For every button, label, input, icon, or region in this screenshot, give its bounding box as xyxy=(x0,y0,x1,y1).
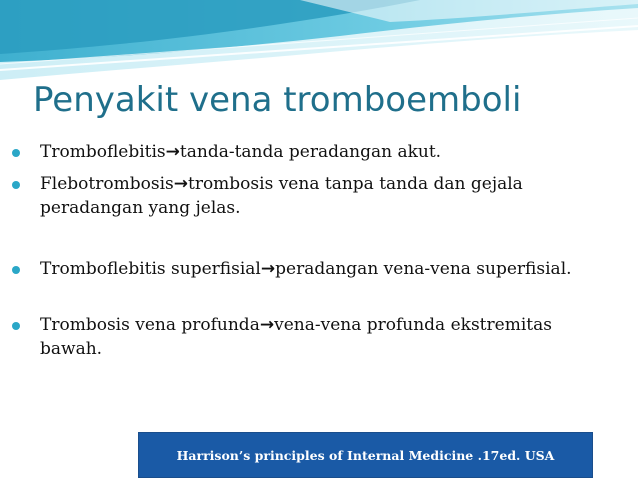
bullet-item-trombosis-vena-profunda xyxy=(40,313,580,361)
bullet-term: Trombosis vena profunda xyxy=(40,315,260,335)
bullet-icon xyxy=(12,322,20,330)
right-arrow-icon: → xyxy=(165,142,180,162)
bullet-description: tanda-tanda peradangan akut. xyxy=(179,142,442,162)
citation-box xyxy=(138,432,593,478)
bullet-item-tromboflebitis-superfisial xyxy=(40,257,580,281)
bullet-description: trombosis vena tanpa tanda dan gejala peradangan yang jelas. xyxy=(40,174,523,218)
bullet-item-tromboflebitis xyxy=(40,140,580,164)
bullet-description: peradangan vena-vena superfisial. xyxy=(275,259,572,279)
bullet-icon xyxy=(12,149,20,157)
bullet-item-flebotrombosis xyxy=(40,172,580,220)
bullet-icon xyxy=(12,181,20,189)
bullet-term: Tromboflebitis superfisial xyxy=(40,259,261,279)
right-arrow-icon: → xyxy=(260,259,276,279)
citation-text: Harrison’s principles of Internal Medicine .17ed. USA xyxy=(176,447,555,463)
bullet-term: Tromboflebitis xyxy=(40,142,166,162)
right-arrow-icon: → xyxy=(173,174,188,194)
bullet-description: vena-vena profunda ekstremitas bawah. xyxy=(40,315,552,359)
bullet-icon xyxy=(12,266,20,274)
bullet-term: Flebotrombosis xyxy=(40,174,174,194)
slide-title: Penyakit vena tromboemboli xyxy=(33,80,522,120)
right-arrow-icon: → xyxy=(259,315,275,335)
